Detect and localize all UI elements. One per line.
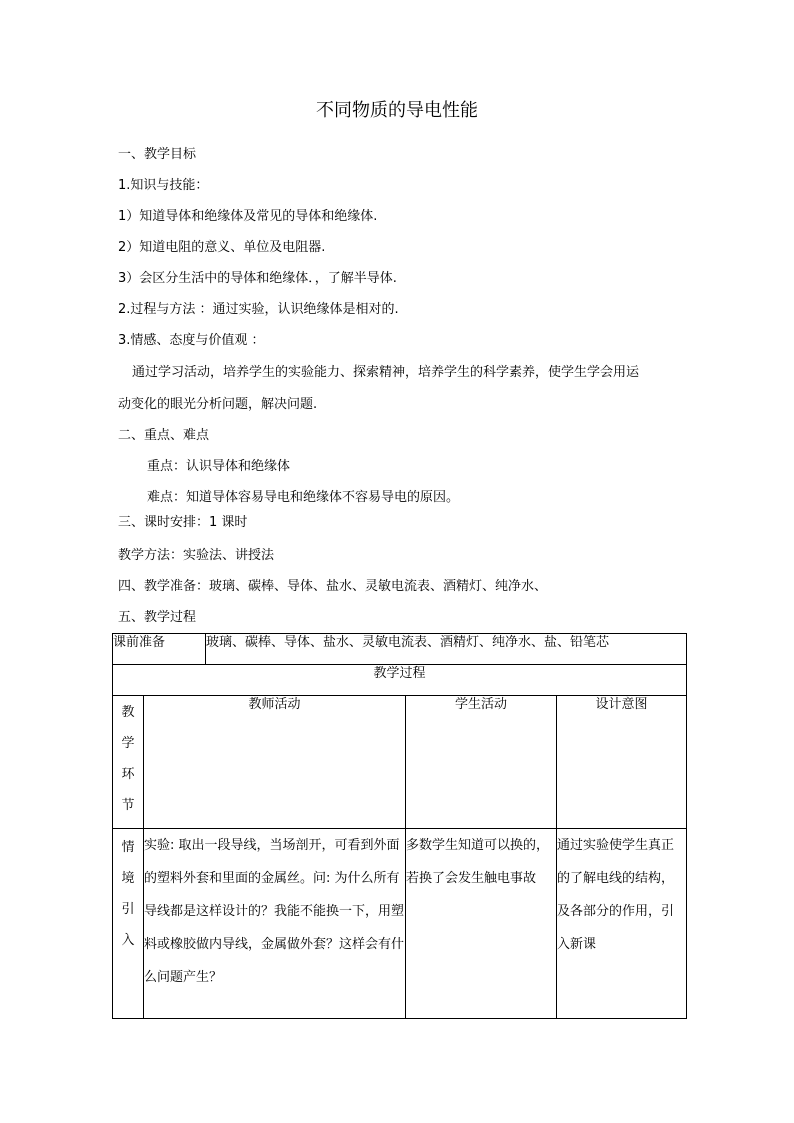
prep-label: 课前准备 [113,634,206,665]
column-header-row [113,696,687,829]
table-row [113,829,687,1019]
design-intent: 通过实验使学生真正的了解电线的结构，及各部分的作用，引入新课 [557,829,687,1019]
knowledge-item-3: 3）会区分生活中的导体和绝缘体．，了解半导体. [118,271,397,286]
teacher-header: 教师活动 [144,696,406,829]
lesson-process-table [112,633,687,1019]
section-process: 五、教学过程 [118,610,197,625]
section-preparation: 四、教学准备：玻璃、碳棒、导体、盐水、灵敏电流表、酒精灯、纯净水、 [118,579,548,594]
section-key-difficult: 二、重点、难点 [118,428,210,443]
stage-header-char: 教 [121,705,135,720]
key-point: 重点：认识导体和绝缘体 [147,459,291,474]
teacher-activity: 实验: 取出一段导线，当场剖开，可看到外面的塑料外套和里面的金属丝。问: 为什么所有导线都是这样设计的？我能不能换一下，用塑料或橡胶做内导线，金属做外套？这样会有什么问题产生？ [144,829,406,1019]
stage-char: 入 [121,933,135,948]
stage-char: 境 [121,871,135,886]
prep-row [113,634,687,665]
process-method-line: 2.过程与方法 ：通过实验，认识绝缘体是相对的. [118,302,399,317]
design-header: 设计意图 [557,696,687,829]
difficult-point: 难点：知道导体容易导电和绝缘体不容易导电的原因。 [147,490,460,505]
document-title: 不同物质的导电性能 [316,100,478,121]
stage-char: 引 [121,902,135,917]
emotion-attitude-heading: 3.情感、态度与价值观 ： [118,333,265,348]
emotion-paragraph-line-2: 动变化的眼光分析问题，解决问题. [118,397,318,412]
emotion-paragraph-line-1: 通过学习活动，培养学生的实验能力、探索精神，培养学生的科学素养，使学生学会用运 [132,365,640,380]
process-header-row [113,665,687,696]
prep-value: 玻璃、碳棒、导体、盐水、灵敏电流表、酒精灯、纯净水、盐、铅笔芯 [206,634,687,665]
stage-header-char: 环 [121,767,135,782]
section-schedule: 三、课时安排：1 课时 [118,515,248,530]
knowledge-item-2: 2）知道电阻的意义、单位及电阻器. [118,240,326,255]
knowledge-item-1: 1）知道导体和绝缘体及常见的导体和绝缘体. [118,209,378,224]
student-header: 学生活动 [406,696,557,829]
stage-header-char: 学 [121,736,135,751]
stage-header-char: 节 [121,798,135,813]
knowledge-skills-heading: 1.知识与技能： [118,178,209,193]
stage-char: 情 [121,840,135,855]
process-header: 教学过程 [113,665,687,696]
student-activity: 多数学生知道可以换的，若换了会发生触电事故 [406,829,557,1019]
stage-header-cell [113,696,144,829]
section-teaching-goals: 一、教学目标 [118,147,197,162]
teaching-method: 教学方法：实验法、讲授法 [118,548,275,563]
stage-cell [113,829,144,1019]
